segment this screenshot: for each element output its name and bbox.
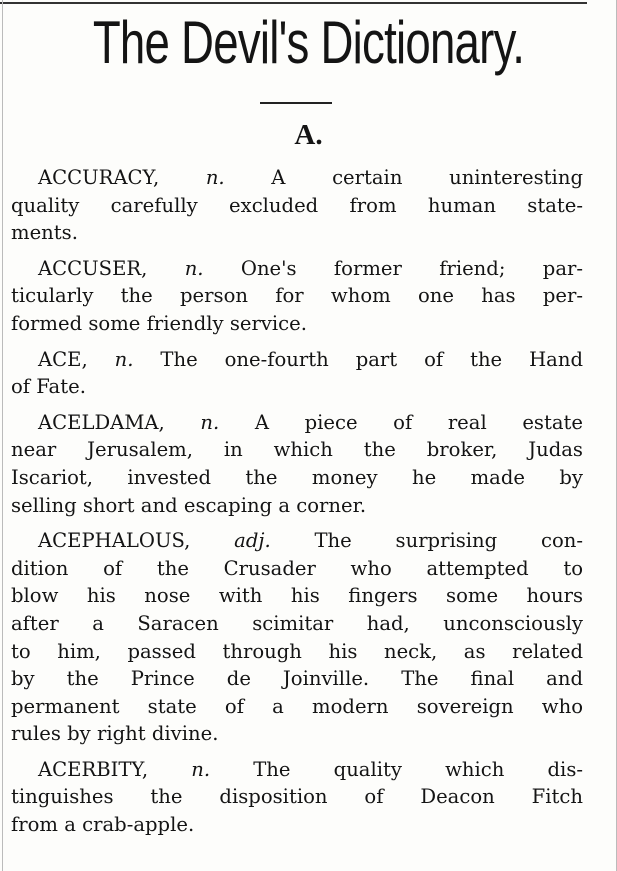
entry-definition-text: tinguishes the disposition of Deacon Fitch — [11, 785, 583, 809]
entry-part-of-speech: n. — [114, 347, 134, 371]
entry-line — [11, 373, 583, 401]
dictionary-entry — [11, 756, 583, 839]
entry-line — [11, 610, 583, 638]
entry-line — [11, 282, 583, 310]
entry-line — [11, 638, 583, 666]
entry-definition-text: to him, passed through his neck, as related — [11, 639, 583, 663]
entry-line — [11, 811, 583, 839]
entry-part-of-speech: n. — [184, 256, 204, 280]
entry-first-line — [11, 255, 583, 283]
entry-line — [11, 219, 583, 247]
entry-term: ACERBITY, — [38, 757, 149, 781]
entry-definition-text: A piece of real estate — [254, 410, 584, 434]
entry-line — [11, 464, 583, 492]
entry-definition-text: ticularly the person for whom one has per- — [11, 284, 583, 308]
entry-definition-text: from a crab-apple. — [11, 813, 195, 837]
dictionary-entry — [11, 409, 583, 519]
dictionary-entries — [11, 164, 583, 847]
entry-definition-text: The surprising con- — [314, 529, 583, 553]
entry-definition-text: One's former friend; par- — [240, 256, 583, 280]
entry-part-of-speech: n. — [200, 410, 220, 434]
entry-line — [11, 310, 583, 338]
entry-definition-text: selling short and escaping a corner. — [11, 493, 367, 517]
entry-line — [11, 492, 583, 520]
entry-term: ACELDAMA, — [38, 410, 165, 434]
entry-term: ACCURACY, — [38, 166, 160, 189]
entry-definition-text: A certain uninteresting — [271, 166, 583, 189]
entry-definition-text: quality carefully excluded from human state- — [11, 193, 583, 217]
entry-first-line — [11, 346, 583, 374]
dictionary-entry — [11, 164, 583, 247]
entry-part-of-speech: n. — [205, 166, 225, 189]
page-title: The Devil's Dictionary. — [92, 9, 525, 76]
entry-first-line — [11, 409, 583, 437]
entry-definition-text: by the Prince de Joinville. The final and — [11, 667, 583, 691]
entry-first-line — [11, 164, 583, 192]
entry-line — [11, 720, 583, 748]
entry-definition-text: The quality which dis- — [253, 757, 583, 781]
top-rule — [0, 2, 587, 4]
entry-definition-text: ments. — [11, 221, 78, 245]
entry-definition-text: after a Saracen scimitar had, unconsciously — [11, 611, 583, 635]
entry-definition-text: permanent state of a modern sovereign who — [11, 694, 583, 718]
entry-line — [11, 665, 583, 693]
entry-part-of-speech: n. — [191, 757, 211, 781]
entry-definition-text: formed some friendly service. — [11, 311, 307, 335]
dictionary-entry — [11, 346, 583, 401]
entry-first-line — [11, 527, 583, 555]
entry-line — [11, 436, 583, 464]
dictionary-entry — [11, 255, 583, 338]
entry-definition-text: of Fate. — [11, 375, 86, 399]
dictionary-entry — [11, 527, 583, 748]
entry-definition-text: near Jerusalem, in which the broker, Judas — [11, 438, 583, 462]
entry-first-line — [11, 756, 583, 784]
entry-line — [11, 582, 583, 610]
entry-line — [11, 192, 583, 220]
entry-definition-text: dition of the Crusader who attempted to — [11, 556, 583, 580]
entry-part-of-speech: adj. — [234, 529, 271, 553]
entry-definition-text: blow his nose with his fingers some hours — [11, 584, 583, 608]
section-heading: A. — [294, 119, 323, 151]
entry-term: ACCUSER, — [38, 256, 148, 280]
entry-line — [11, 693, 583, 721]
entry-definition-text: Iscariot, invested the money he made by — [11, 465, 583, 489]
entry-term: ACE, — [38, 347, 88, 371]
entry-line — [11, 783, 583, 811]
title-divider — [260, 102, 332, 104]
entry-definition-text: The one-fourth part of the Hand — [160, 347, 584, 371]
entry-line — [11, 555, 583, 583]
entry-definition-text: rules by right divine. — [11, 722, 219, 746]
entry-term: ACEPHALOUS, — [38, 529, 191, 553]
